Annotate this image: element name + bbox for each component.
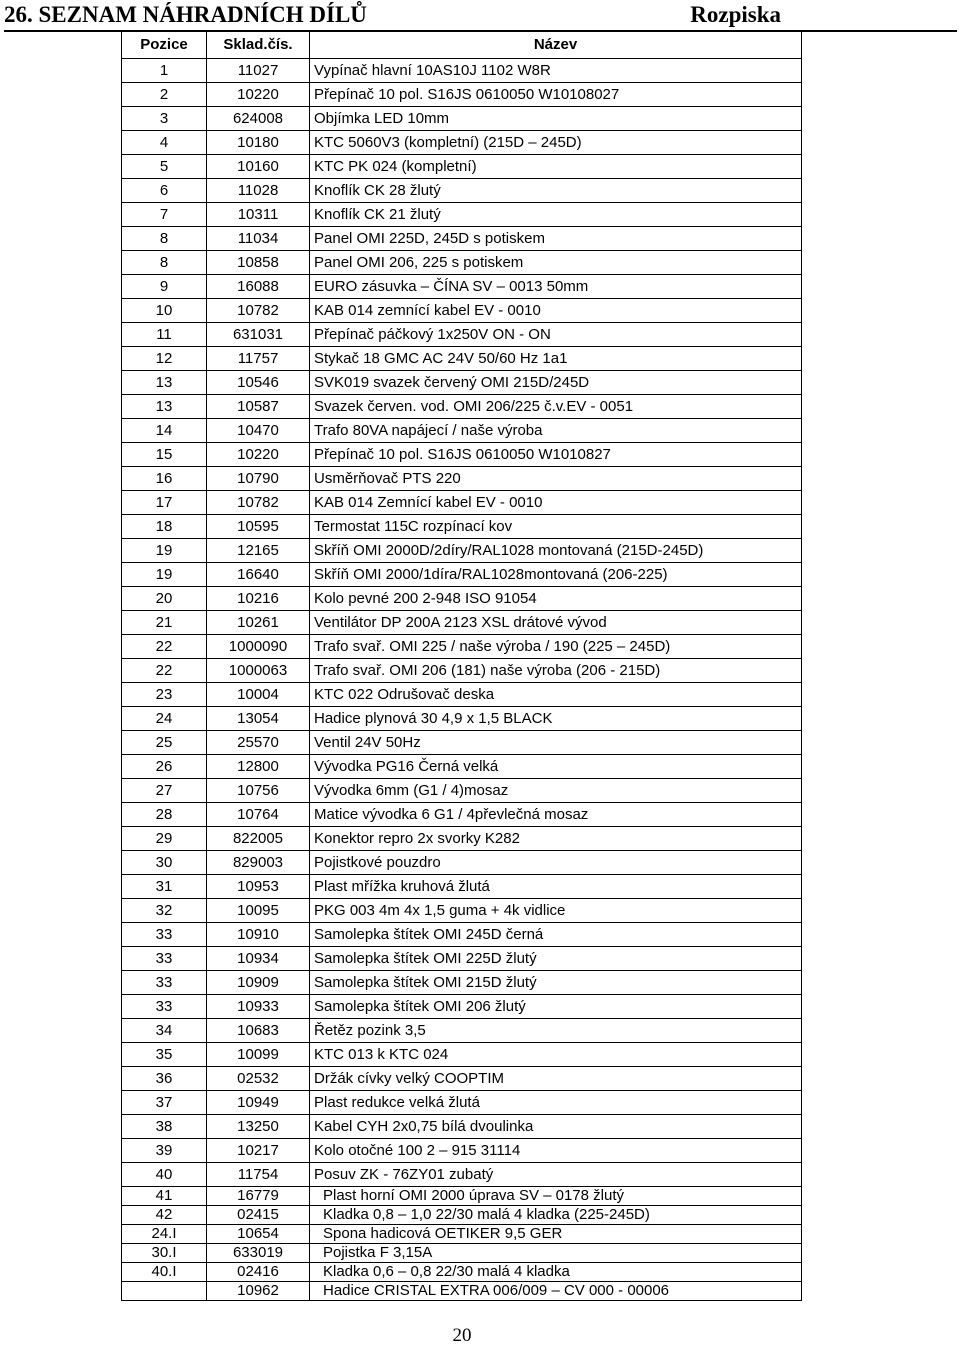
cell-stock-number: 10953 [207,875,310,899]
cell-name: Ventil 24V 50Hz [310,731,802,755]
cell-position: 11 [122,323,207,347]
cell-position: 27 [122,779,207,803]
cell-position: 33 [122,995,207,1019]
cell-position: 19 [122,539,207,563]
cell-position: 2 [122,83,207,107]
cell-stock-number: 10595 [207,515,310,539]
cell-stock-number: 829003 [207,851,310,875]
cell-name: Kolo otočné 100 2 – 915 31114 [310,1139,802,1163]
cell-position: 22 [122,659,207,683]
cell-stock-number: 1000063 [207,659,310,683]
cell-position: 20 [122,587,207,611]
cell-stock-number: 10910 [207,923,310,947]
cell-name: KAB 014 Zemnící kabel EV - 0010 [310,491,802,515]
cell-stock-number: 10220 [207,83,310,107]
cell-name: Pojistkové pouzdro [310,851,802,875]
cell-position: 6 [122,179,207,203]
cell-name: Trafo svař. OMI 225 / naše výroba / 190 (225 – 245D) [310,635,802,659]
cell-name: Vývodka 6mm (G1 / 4)mosaz [310,779,802,803]
cell-stock-number: 631031 [207,323,310,347]
table-row [122,1043,802,1067]
cell-name: Svazek červen. vod. OMI 206/225 č.v.EV - 0051 [310,395,802,419]
cell-stock-number: 10217 [207,1139,310,1163]
cell-name: Usměrňovač PTS 220 [310,467,802,491]
cell-position: 5 [122,155,207,179]
cell-name: Konektor repro 2x svorky K282 [310,827,802,851]
cell-name: Termostat 115C rozpínací kov [310,515,802,539]
table-row [122,155,802,179]
cell-stock-number: 10962 [207,1282,310,1301]
cell-stock-number: 10220 [207,443,310,467]
cell-stock-number: 633019 [207,1244,310,1263]
table-row [122,395,802,419]
table-row [122,131,802,155]
cell-stock-number: 10180 [207,131,310,155]
cell-position: 29 [122,827,207,851]
cell-position: 10 [122,299,207,323]
cell-position: 39 [122,1139,207,1163]
cell-stock-number: 10782 [207,299,310,323]
cell-name: Přepínač páčkový 1x250V ON - ON [310,323,802,347]
table-row [122,1019,802,1043]
cell-position: 36 [122,1067,207,1091]
cell-position: 18 [122,515,207,539]
cell-stock-number: 12800 [207,755,310,779]
table-row [122,827,802,851]
table-row [122,443,802,467]
table-row [122,1244,802,1263]
cell-position: 33 [122,923,207,947]
cell-name: Skříň OMI 2000D/2díry/RAL1028 montovaná (215D-245D) [310,539,802,563]
table-row [122,611,802,635]
cell-name: Panel OMI 206, 225 s potiskem [310,251,802,275]
cell-name: Panel OMI 225D, 245D s potiskem [310,227,802,251]
table-row [122,419,802,443]
cell-name: KAB 014 zemnící kabel EV - 0010 [310,299,802,323]
table-row [122,467,802,491]
table-row [122,995,802,1019]
table-row [122,1163,802,1187]
table-row [122,875,802,899]
table-row [122,371,802,395]
cell-stock-number: 10587 [207,395,310,419]
cell-name: Přepínač 10 pol. S16JS 0610050 W10108027 [310,83,802,107]
cell-name: Pojistka F 3,15A [310,1244,802,1263]
cell-stock-number: 10858 [207,251,310,275]
cell-position: 8 [122,251,207,275]
table-row [122,755,802,779]
table-row [122,947,802,971]
cell-position: 32 [122,899,207,923]
cell-position: 12 [122,347,207,371]
cell-position: 33 [122,947,207,971]
cell-position: 23 [122,683,207,707]
cell-stock-number: 13250 [207,1115,310,1139]
cell-position: 15 [122,443,207,467]
table-row [122,683,802,707]
table-row [122,1225,802,1244]
cell-position: 41 [122,1187,207,1206]
page-header [4,2,957,32]
cell-position [122,1282,207,1301]
table-row [122,323,802,347]
cell-stock-number: 10160 [207,155,310,179]
cell-stock-number: 02415 [207,1206,310,1225]
table-row [122,1091,802,1115]
table-row [122,563,802,587]
cell-name: Vypínač hlavní 10AS10J 1102 W8R [310,59,802,83]
cell-name: Kladka 0,8 – 1,0 22/30 malá 4 kladka (225-245D) [310,1206,802,1225]
cell-position: 4 [122,131,207,155]
cell-name: Matice vývodka 6 G1 / 4převlečná mosaz [310,803,802,827]
cell-name: SVK019 svazek červený OMI 215D/245D [310,371,802,395]
cell-position: 19 [122,563,207,587]
cell-position: 16 [122,467,207,491]
table-row [122,851,802,875]
cell-name: Plast mřížka kruhová žlutá [310,875,802,899]
cell-position: 25 [122,731,207,755]
cell-stock-number: 10004 [207,683,310,707]
cell-name: KTC 013 k KTC 024 [310,1043,802,1067]
cell-position: 42 [122,1206,207,1225]
cell-name: Kladka 0,6 – 0,8 22/30 malá 4 kladka [310,1263,802,1282]
cell-stock-number: 16088 [207,275,310,299]
cell-stock-number: 16640 [207,563,310,587]
table-row [122,587,802,611]
cell-name: Samolepka štítek OMI 206 žlutý [310,995,802,1019]
cell-name: Kabel CYH 2x0,75 bílá dvoulinka [310,1115,802,1139]
cell-stock-number: 624008 [207,107,310,131]
cell-position: 30 [122,851,207,875]
cell-stock-number: 10949 [207,1091,310,1115]
cell-name: Knoflík CK 28 žlutý [310,179,802,203]
table-row [122,1187,802,1206]
cell-position: 3 [122,107,207,131]
cell-position: 24 [122,707,207,731]
table-row [122,107,802,131]
cell-name: Řetěz pozink 3,5 [310,1019,802,1043]
cell-stock-number: 10216 [207,587,310,611]
table-row [122,1067,802,1091]
table-row [122,707,802,731]
cell-position: 38 [122,1115,207,1139]
cell-position: 24.I [122,1225,207,1244]
cell-position: 14 [122,419,207,443]
table-row [122,251,802,275]
header-name: Název [310,32,802,59]
table-row [122,971,802,995]
table-header-row [122,32,802,59]
table-row [122,203,802,227]
table-row [122,515,802,539]
table-row [122,1282,802,1301]
cell-name: Plast horní OMI 2000 úprava SV – 0178 žlutý [310,1187,802,1206]
parts-table-body [122,59,802,1301]
cell-stock-number: 10095 [207,899,310,923]
cell-name: Skříň OMI 2000/1díra/RAL1028montovaná (206-225) [310,563,802,587]
cell-stock-number: 11754 [207,1163,310,1187]
table-row [122,1206,802,1225]
cell-stock-number: 11028 [207,179,310,203]
page-title: 26. SEZNAM NÁHRADNÍCH DÍLŮ [4,2,367,27]
cell-stock-number: 10683 [207,1019,310,1043]
cell-name: Přepínač 10 pol. S16JS 0610050 W1010827 [310,443,802,467]
cell-name: Samolepka štítek OMI 215D žlutý [310,971,802,995]
cell-name: Hadice CRISTAL EXTRA 006/009 – CV 000 - 00006 [310,1282,802,1301]
cell-stock-number: 10261 [207,611,310,635]
cell-stock-number: 10909 [207,971,310,995]
table-row [122,179,802,203]
cell-position: 40.I [122,1263,207,1282]
cell-name: Kolo pevné 200 2-948 ISO 91054 [310,587,802,611]
cell-name: Samolepka štítek OMI 225D žlutý [310,947,802,971]
cell-name: Plast redukce velká žlutá [310,1091,802,1115]
cell-name: Trafo svař. OMI 206 (181) naše výroba (206 - 215D) [310,659,802,683]
table-row [122,491,802,515]
cell-name: EURO zásuvka – ČÍNA SV – 0013 50mm [310,275,802,299]
table-row [122,779,802,803]
section-label: Rozpiska [690,2,781,27]
table-row [122,275,802,299]
cell-name: Stykač 18 GMC AC 24V 50/60 Hz 1a1 [310,347,802,371]
cell-stock-number: 822005 [207,827,310,851]
header-stock-number: Sklad.čís. [207,32,310,59]
page-number: 20 [452,1325,472,1346]
cell-position: 40 [122,1163,207,1187]
cell-stock-number: 10756 [207,779,310,803]
cell-position: 35 [122,1043,207,1067]
table-row [122,731,802,755]
cell-stock-number: 11027 [207,59,310,83]
table-row [122,1139,802,1163]
parts-table [121,31,802,1301]
cell-position: 21 [122,611,207,635]
cell-stock-number: 10470 [207,419,310,443]
cell-name: Objímka LED 10mm [310,107,802,131]
cell-name: Držák cívky velký COOPTIM [310,1067,802,1091]
table-row [122,539,802,563]
cell-position: 37 [122,1091,207,1115]
cell-name: PKG 003 4m 4x 1,5 guma + 4k vidlice [310,899,802,923]
table-row [122,59,802,83]
table-row [122,803,802,827]
cell-position: 7 [122,203,207,227]
table-row [122,347,802,371]
cell-position: 26 [122,755,207,779]
cell-stock-number: 16779 [207,1187,310,1206]
cell-stock-number: 10311 [207,203,310,227]
cell-stock-number: 10782 [207,491,310,515]
cell-position: 17 [122,491,207,515]
cell-name: Samolepka štítek OMI 245D černá [310,923,802,947]
cell-name: KTC PK 024 (kompletní) [310,155,802,179]
cell-position: 8 [122,227,207,251]
cell-stock-number: 11034 [207,227,310,251]
cell-position: 1 [122,59,207,83]
cell-name: Knoflík CK 21 žlutý [310,203,802,227]
cell-stock-number: 13054 [207,707,310,731]
table-row [122,1115,802,1139]
cell-stock-number: 10764 [207,803,310,827]
cell-position: 31 [122,875,207,899]
table-row [122,83,802,107]
table-row [122,899,802,923]
table-row [122,299,802,323]
cell-stock-number: 02416 [207,1263,310,1282]
cell-stock-number: 10099 [207,1043,310,1067]
cell-stock-number: 10933 [207,995,310,1019]
table-row [122,227,802,251]
cell-position: 30.I [122,1244,207,1263]
cell-name: Posuv ZK - 76ZY01 zubatý [310,1163,802,1187]
cell-name: KTC 022 Odrušovač deska [310,683,802,707]
cell-stock-number: 1000090 [207,635,310,659]
header-position: Pozice [122,32,207,59]
cell-position: 13 [122,371,207,395]
cell-name: Vývodka PG16 Černá velká [310,755,802,779]
cell-position: 34 [122,1019,207,1043]
cell-stock-number: 10654 [207,1225,310,1244]
cell-position: 9 [122,275,207,299]
cell-stock-number: 12165 [207,539,310,563]
cell-stock-number: 25570 [207,731,310,755]
cell-name: Spona hadicová OETIKER 9,5 GER [310,1225,802,1244]
cell-position: 13 [122,395,207,419]
cell-stock-number: 10790 [207,467,310,491]
cell-name: KTC 5060V3 (kompletní) (215D – 245D) [310,131,802,155]
table-row [122,659,802,683]
cell-position: 33 [122,971,207,995]
cell-name: Hadice plynová 30 4,9 x 1,5 BLACK [310,707,802,731]
cell-position: 28 [122,803,207,827]
table-row [122,923,802,947]
table-row [122,635,802,659]
cell-stock-number: 10934 [207,947,310,971]
cell-name: Ventilátor DP 200A 2123 XSL drátové vývod [310,611,802,635]
cell-stock-number: 11757 [207,347,310,371]
cell-stock-number: 02532 [207,1067,310,1091]
table-row [122,1263,802,1282]
cell-position: 22 [122,635,207,659]
cell-name: Trafo 80VA napájecí / naše výroba [310,419,802,443]
cell-stock-number: 10546 [207,371,310,395]
